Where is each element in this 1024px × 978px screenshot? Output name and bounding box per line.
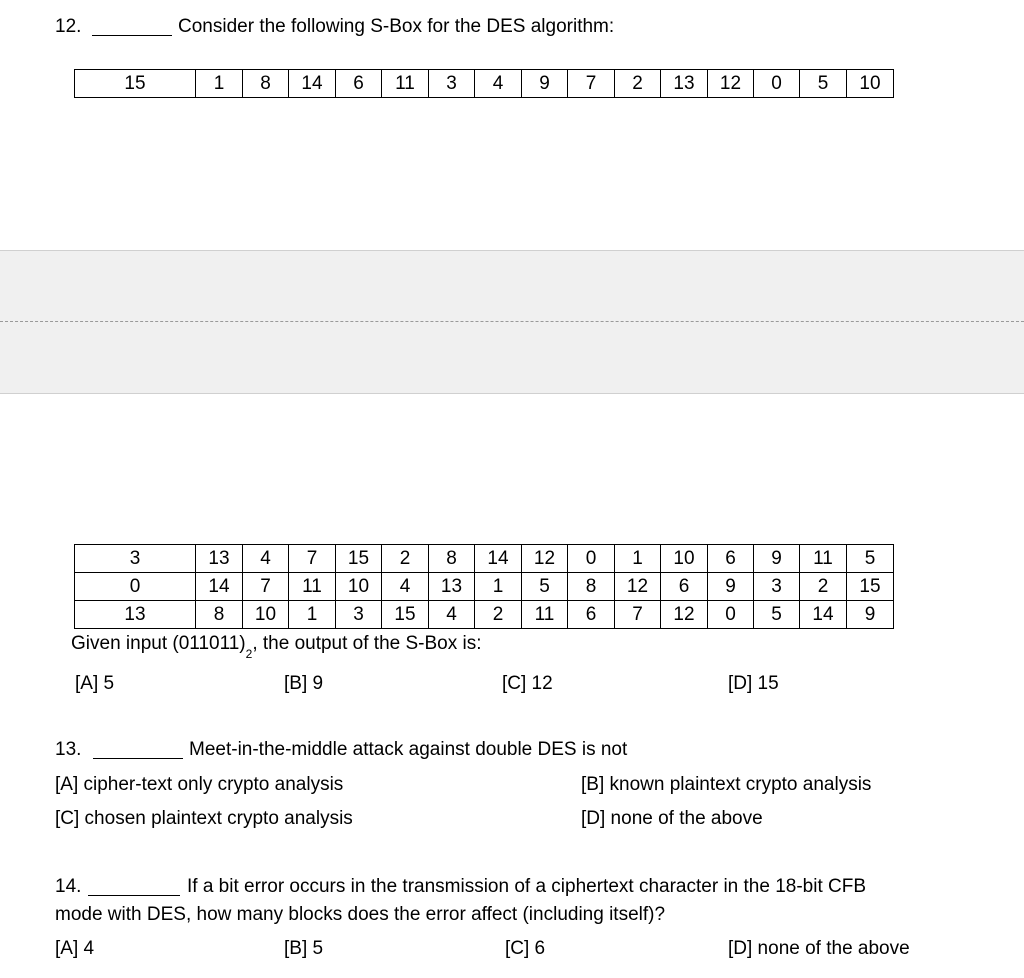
sbox-cell: 11 [522, 601, 568, 629]
sbox-cell: 5 [754, 601, 800, 629]
q13-option-b[interactable]: [B] known plaintext crypto analysis [581, 774, 872, 795]
sbox-cell: 0 [754, 70, 800, 98]
sbox-cell: 5 [800, 70, 847, 98]
sbox-cell: 2 [800, 573, 847, 601]
q12-option-a[interactable]: [A] 5 [75, 673, 115, 694]
q12-given-subscript: 2 [245, 647, 253, 661]
sbox-cell: 14 [475, 545, 522, 573]
q13-option-a[interactable]: [A] cipher-text only crypto analysis [55, 774, 344, 795]
sbox-cell: 12 [615, 573, 661, 601]
sbox-cell: 6 [336, 70, 382, 98]
sbox-cell: 14 [289, 70, 336, 98]
sbox-cell: 10 [661, 545, 708, 573]
sbox-cell: 8 [568, 573, 615, 601]
sbox-cell: 7 [289, 545, 336, 573]
sbox-cell: 10 [847, 70, 894, 98]
q13-option-c[interactable]: [C] chosen plaintext crypto analysis [55, 808, 353, 829]
sbox-cell: 13 [196, 545, 243, 573]
sbox-cell: 3 [336, 601, 382, 629]
sbox-row-label: 0 [75, 573, 196, 601]
sbox-cell: 1 [196, 70, 243, 98]
sbox-cell: 8 [243, 70, 289, 98]
sbox-cell: 7 [615, 601, 661, 629]
q14-option-c[interactable]: [C] 6 [505, 938, 546, 959]
sbox-bottom-table [74, 544, 894, 629]
q12-option-b[interactable]: [B] 9 [284, 673, 324, 694]
q14-option-d[interactable]: [D] none of the above [728, 938, 910, 959]
sbox-cell: 1 [475, 573, 522, 601]
q12-given-input [71, 633, 482, 661]
sbox-row [75, 70, 894, 98]
q12-answer-blank[interactable] [92, 35, 172, 36]
q13-answer-blank[interactable] [93, 758, 183, 759]
page-break-band [0, 250, 1024, 394]
sbox-cell: 9 [708, 573, 754, 601]
sbox-cell: 8 [429, 545, 475, 573]
q14-answer-blank[interactable] [88, 895, 180, 896]
sbox-cell: 5 [847, 545, 894, 573]
page-break-dashed-line [0, 321, 1024, 322]
sbox-row-label: 13 [75, 601, 196, 629]
sbox-cell: 10 [336, 573, 382, 601]
sbox-cell: 15 [382, 601, 429, 629]
sbox-cell: 11 [289, 573, 336, 601]
sbox-cell: 3 [429, 70, 475, 98]
sbox-cell: 2 [475, 601, 522, 629]
sbox-cell: 12 [522, 545, 568, 573]
sbox-cell: 5 [522, 573, 568, 601]
q14-option-b[interactable]: [B] 5 [284, 938, 324, 959]
q12-option-c[interactable]: [C] 12 [502, 673, 553, 694]
sbox-cell: 14 [196, 573, 243, 601]
sbox-cell: 9 [754, 545, 800, 573]
sbox-cell: 7 [568, 70, 615, 98]
sbox-cell: 0 [708, 601, 754, 629]
sbox-cell: 4 [475, 70, 522, 98]
sbox-cell: 0 [568, 545, 615, 573]
sbox-row-label: 15 [75, 70, 196, 98]
q12-number: 12. [55, 16, 82, 37]
sbox-cell: 9 [847, 601, 894, 629]
sbox-cell: 11 [382, 70, 429, 98]
q13-option-d[interactable]: [D] none of the above [581, 808, 763, 829]
q14-prompt-line1: If a bit error occurs in the transmission of a ciphertext character in the 18-bit CFB [187, 876, 867, 897]
q14-number: 14. [55, 876, 82, 897]
sbox-cell: 14 [800, 601, 847, 629]
sbox-row-label: 3 [75, 545, 196, 573]
sbox-cell: 13 [429, 573, 475, 601]
sbox-cell: 11 [800, 545, 847, 573]
q14-option-a[interactable]: [A] 4 [55, 938, 95, 959]
sbox-cell: 4 [382, 573, 429, 601]
sbox-cell: 9 [522, 70, 568, 98]
sbox-row [75, 601, 894, 629]
sbox-cell: 6 [708, 545, 754, 573]
q12-given-prefix: Given input (011011) [71, 633, 246, 654]
sbox-cell: 8 [196, 601, 243, 629]
sbox-cell: 13 [661, 70, 708, 98]
sbox-cell: 2 [382, 545, 429, 573]
q14-prompt-line2: mode with DES, how many blocks does the error affect (including itself)? [55, 904, 666, 925]
sbox-cell: 7 [243, 573, 289, 601]
sbox-row [75, 573, 894, 601]
q12-option-d[interactable]: [D] 15 [728, 673, 779, 694]
sbox-cell: 2 [615, 70, 661, 98]
q12-given-suffix: , the output of the S-Box is: [252, 633, 482, 654]
sbox-cell: 1 [289, 601, 336, 629]
sbox-cell: 3 [754, 573, 800, 601]
sbox-cell: 4 [429, 601, 475, 629]
sbox-cell: 12 [661, 601, 708, 629]
sbox-cell: 15 [847, 573, 894, 601]
q13-number: 13. [55, 739, 82, 760]
sbox-cell: 6 [661, 573, 708, 601]
sbox-cell: 12 [708, 70, 754, 98]
sbox-cell: 4 [243, 545, 289, 573]
sbox-top-table [74, 69, 894, 98]
q12-prompt: Consider the following S-Box for the DES algorithm: [178, 16, 615, 37]
q13-prompt: Meet-in-the-middle attack against double DES is not [189, 739, 628, 760]
sbox-cell: 15 [336, 545, 382, 573]
sbox-cell: 10 [243, 601, 289, 629]
sbox-cell: 1 [615, 545, 661, 573]
sbox-row [75, 545, 894, 573]
sbox-cell: 6 [568, 601, 615, 629]
